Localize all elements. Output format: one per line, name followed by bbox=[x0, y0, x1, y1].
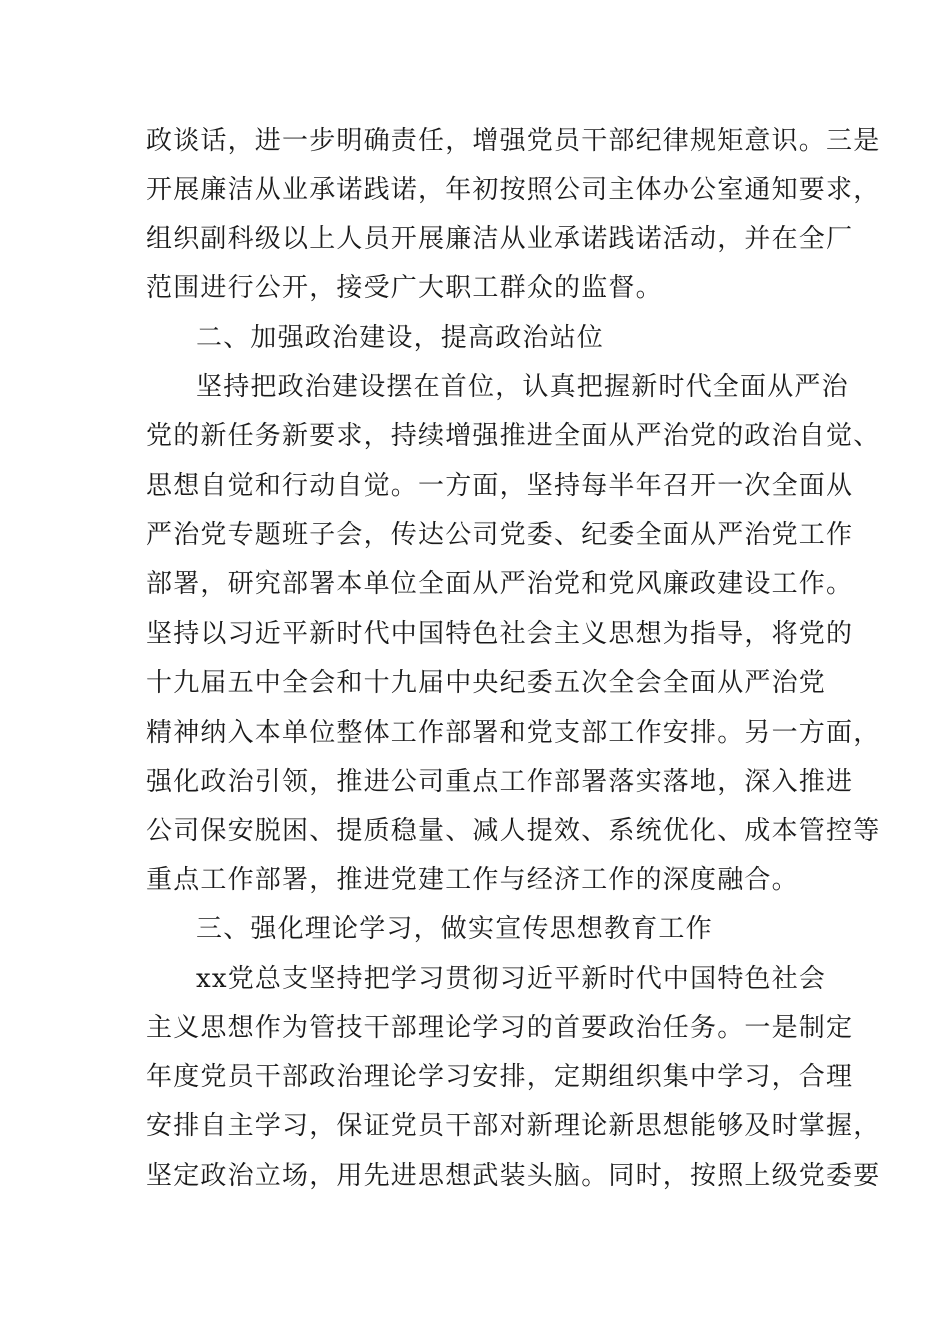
body-text-line: xx党总支坚持把学习贯彻习近平新时代中国特色社会 bbox=[196, 964, 827, 994]
body-text-line: 开展廉洁从业承诺践诺，年初按照公司主体办公室通知要求， bbox=[146, 175, 881, 205]
body-text-line: 思想自觉和行动自觉。一方面，坚持每半年召开一次全面从 bbox=[146, 471, 854, 501]
body-text-line: 坚定政治立场，用先进思想武装头脑。同时，按照上级党委要 bbox=[146, 1161, 881, 1191]
body-text-line: 精神纳入本单位整体工作部署和党支部工作安排。另一方面， bbox=[146, 718, 881, 748]
section-heading: 二、加强政治建设，提高政治站位 bbox=[196, 323, 605, 353]
body-text-line: 强化政治引领，推进公司重点工作部署落实落地，深入推进 bbox=[146, 767, 854, 797]
section-heading: 三、强化理论学习，做实宣传思想教育工作 bbox=[196, 914, 713, 944]
body-text-line: 十九届五中全会和十九届中央纪委五次全会全面从严治党 bbox=[146, 668, 827, 698]
body-text-line: 公司保安脱困、提质稳量、减人提效、系统优化、成本管控等 bbox=[146, 816, 881, 846]
body-text-line: 坚持把政治建设摆在首位，认真把握新时代全面从严治 bbox=[196, 372, 849, 402]
body-text-line: 主义思想作为管技干部理论学习的首要政治任务。一是制定 bbox=[146, 1013, 854, 1043]
body-text-line: 党的新任务新要求，持续增强推进全面从严治党的政治自觉、 bbox=[146, 421, 881, 451]
body-text-line: 组织副科级以上人员开展廉洁从业承诺践诺活动，并在全厂 bbox=[146, 224, 854, 254]
body-text-line: 严治党专题班子会，传达公司党委、纪委全面从严治党工作 bbox=[146, 520, 854, 550]
body-text-line: 政谈话，进一步明确责任，增强党员干部纪律规矩意识。三是 bbox=[146, 126, 881, 156]
body-text-line: 年度党员干部政治理论学习安排，定期组织集中学习，合理 bbox=[146, 1062, 854, 1092]
body-text-line: 范围进行公开，接受广大职工群众的监督。 bbox=[146, 273, 663, 303]
body-text-line: 坚持以习近平新时代中国特色社会主义思想为指导，将党的 bbox=[146, 619, 854, 649]
body-text-line: 安排自主学习，保证党员干部对新理论新思想能够及时掌握， bbox=[146, 1111, 881, 1141]
body-text-line: 重点工作部署，推进党建工作与经济工作的深度融合。 bbox=[146, 865, 799, 895]
body-text-line: 部署，研究部署本单位全面从严治党和党风廉政建设工作。 bbox=[146, 569, 854, 599]
